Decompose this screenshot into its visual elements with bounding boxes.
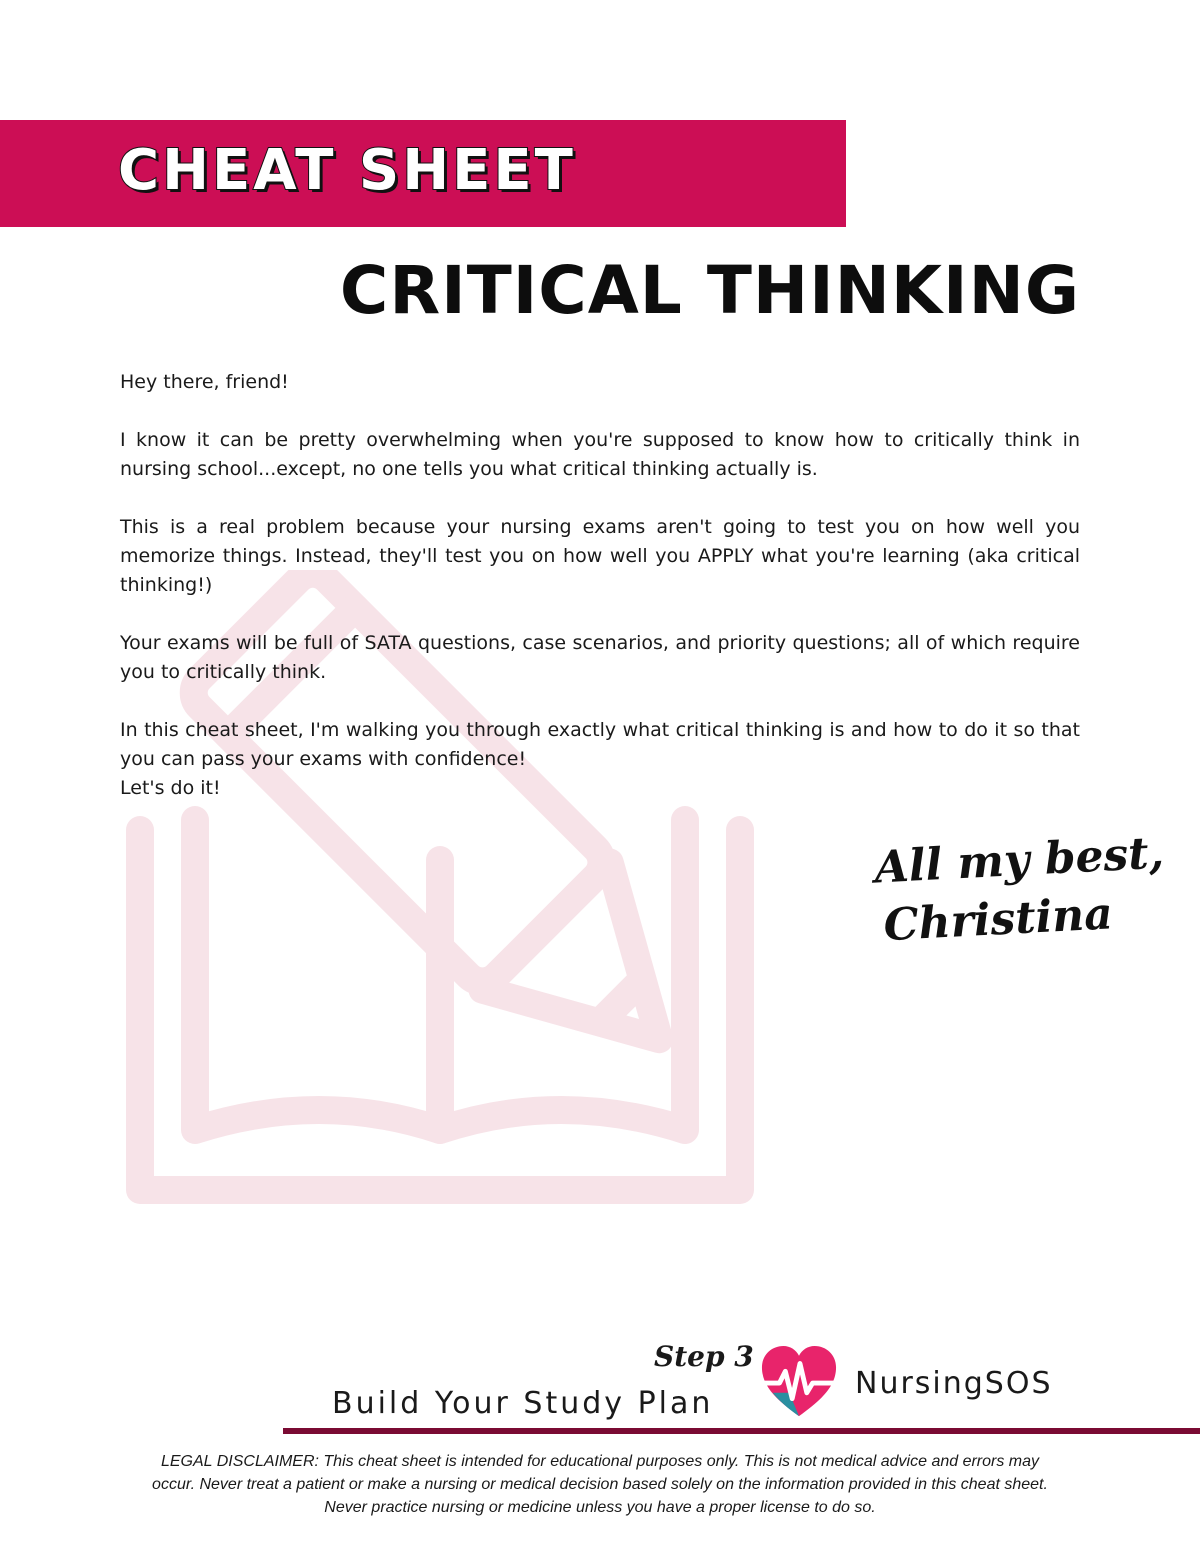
paragraph-4: In this cheat sheet, I'm walking you through exactly what critical thinking is and how to do it so that you can pass your exams with confidence! [120,719,1080,770]
signature [873,825,1168,956]
brand-name: NursingSOS [855,1366,1053,1401]
signature-name: Christina [882,888,1114,952]
paragraph-3: Your exams will be full of SATA questions, case scenarios, and priority questions; all of which require you to critically think. [120,632,1080,683]
paragraph-1: I know it can be pretty overwhelming when you're supposed to know how to critically think in nursing school...except, no one tells you what critical thinking actually is. [120,429,1080,480]
legal-disclaimer: LEGAL DISCLAIMER: This cheat sheet is intended for educational purposes only. This is not medical advice and errors may occur. Never treat a patient or make a nursing or medical decision based solely on the information provided in this cheat sheet. Never practice nursing or medicine unless you have a proper license to do so. [152,1453,1048,1516]
footer-divider [283,1428,1200,1434]
greeting: Hey there, friend! [120,371,289,393]
banner-text: CHEAT SHEET [118,138,576,203]
intro-body [120,368,1080,832]
study-plan-label: Build Your Study Plan [332,1386,714,1421]
heart-pulse-icon [760,1344,838,1422]
paragraph-2: This is a real problem because your nursing exams aren't going to test you on how well you memorize things. Instead, they'll test you on how well you APPLY what you're learning (aka critical thinking!) [120,516,1080,596]
signature-closing: All my best, [873,827,1166,894]
page-title: CRITICAL THINKING [339,252,1080,329]
step-label: Step 3 [654,1340,754,1373]
paragraph-5: Let's do it! [120,777,221,799]
